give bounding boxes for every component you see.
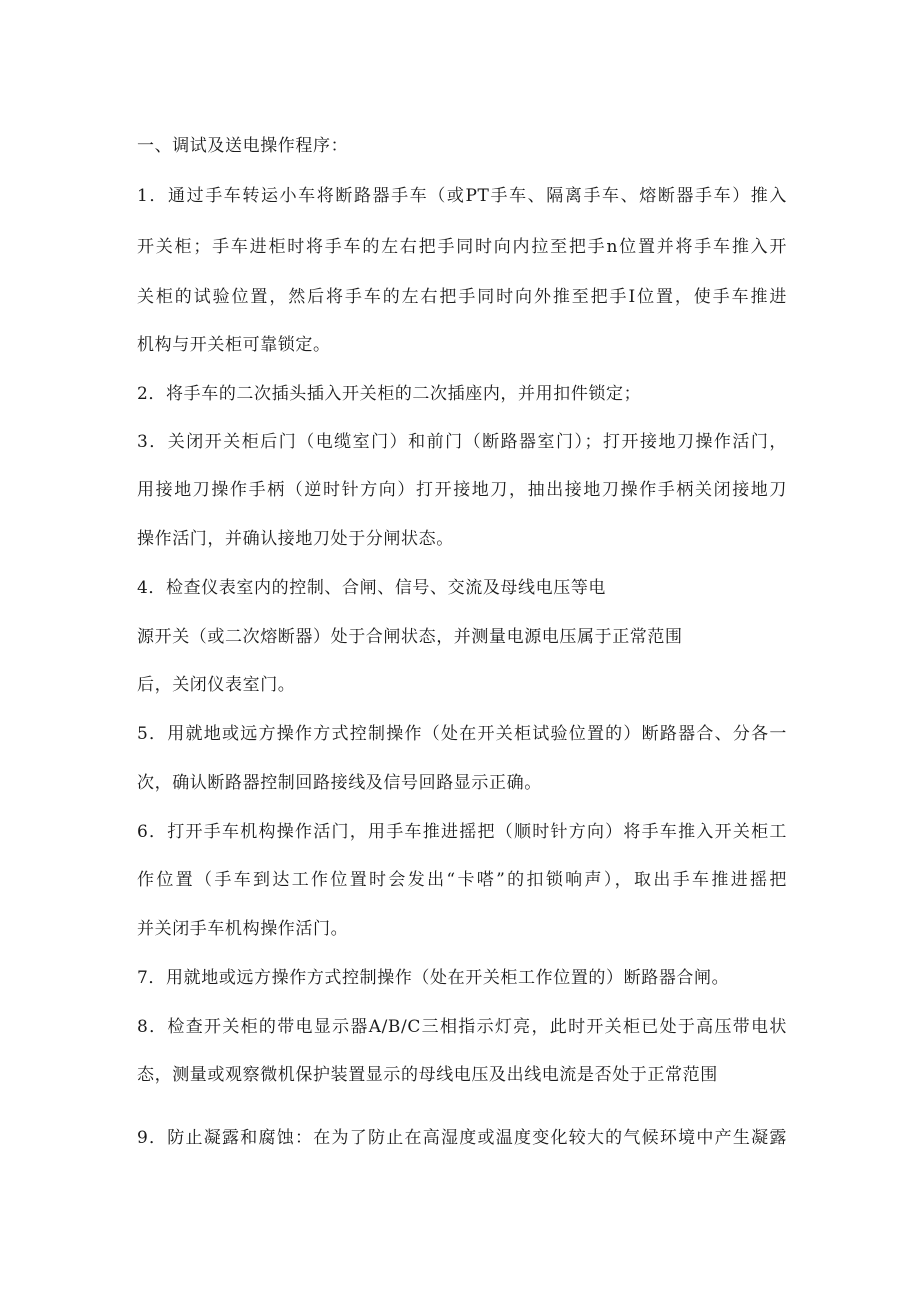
step-8-line-1: 8．检查开关柜的带电显示器A/B/C三相指示灯亮，此时开关柜已处于高压带电状 xyxy=(137,1017,787,1037)
step-6-line-1: 6．打开手车机构操作活门，用手车推进摇把（顺时针方向）将手车推入开关柜工 xyxy=(137,822,787,842)
step-8-line-2: 态，测量或观察微机保护装置显示的母线电压及出线电流是否处于正常范围 xyxy=(137,1065,718,1085)
step-2-line-1: 2．将手车的二次插头插入开关柜的二次插座内，并用扣件锁定； xyxy=(137,384,642,404)
section-heading: 一、调试及送电操作程序： xyxy=(137,136,349,156)
step-1-line-1: 1．通过手车转运小车将断路器手车（或PT手车、隔离手车、熔断器手车）推入 xyxy=(137,186,787,206)
step-6-line-2: 作位置（手车到达工作位置时会发出“卡嗒”的扣锁响声），取出手车推进摇把 xyxy=(137,870,787,890)
step-4-line-1: 4．检查仪表室内的控制、合闸、信号、交流及母线电压等电 xyxy=(137,578,607,598)
step-4-line-3: 后，关闭仪表室门。 xyxy=(137,675,296,695)
step-1-line-3: 关柜的试验位置，然后将手车的左右把手同时向外推至把手I位置，使手车推进 xyxy=(137,287,787,307)
step-3-line-2: 用接地刀操作手柄（逆时针方向）打开接地刀，抽出接地刀操作手柄关闭接地刀 xyxy=(137,480,787,500)
step-1-line-4: 机构与开关柜可靠锁定。 xyxy=(137,335,331,355)
step-5-line-2: 次，确认断路器控制回路接线及信号回路显示正确。 xyxy=(137,773,542,793)
step-9-line-1: 9．防止凝露和腐蚀：在为了防止在高湿度或温度变化较大的气候环境中产生凝露 xyxy=(137,1128,787,1148)
step-3-line-3: 操作活门，并确认接地刀处于分闸状态。 xyxy=(137,529,454,549)
step-1-line-2: 开关柜；手车进柜时将手车的左右把手同时向内拉至把手n位置并将手车推入开 xyxy=(137,237,787,257)
step-5-line-1: 5．用就地或远方操作方式控制操作（处在开关柜试验位置的）断路器合、分各一 xyxy=(137,724,787,744)
step-6-line-3: 并关闭手车机构操作活门。 xyxy=(137,919,349,939)
step-3-line-1: 3．关闭开关柜后门（电缆室门）和前门（断路器室门）；打开接地刀操作活门， xyxy=(137,432,787,452)
step-4-line-2: 源开关（或二次熔断器）处于合闸状态，并测量电源电压属于正常范围 xyxy=(137,627,683,647)
step-7-line-1: 7．用就地或远方操作方式控制操作（处在开关柜工作位置的）断路器合闸。 xyxy=(137,968,730,988)
